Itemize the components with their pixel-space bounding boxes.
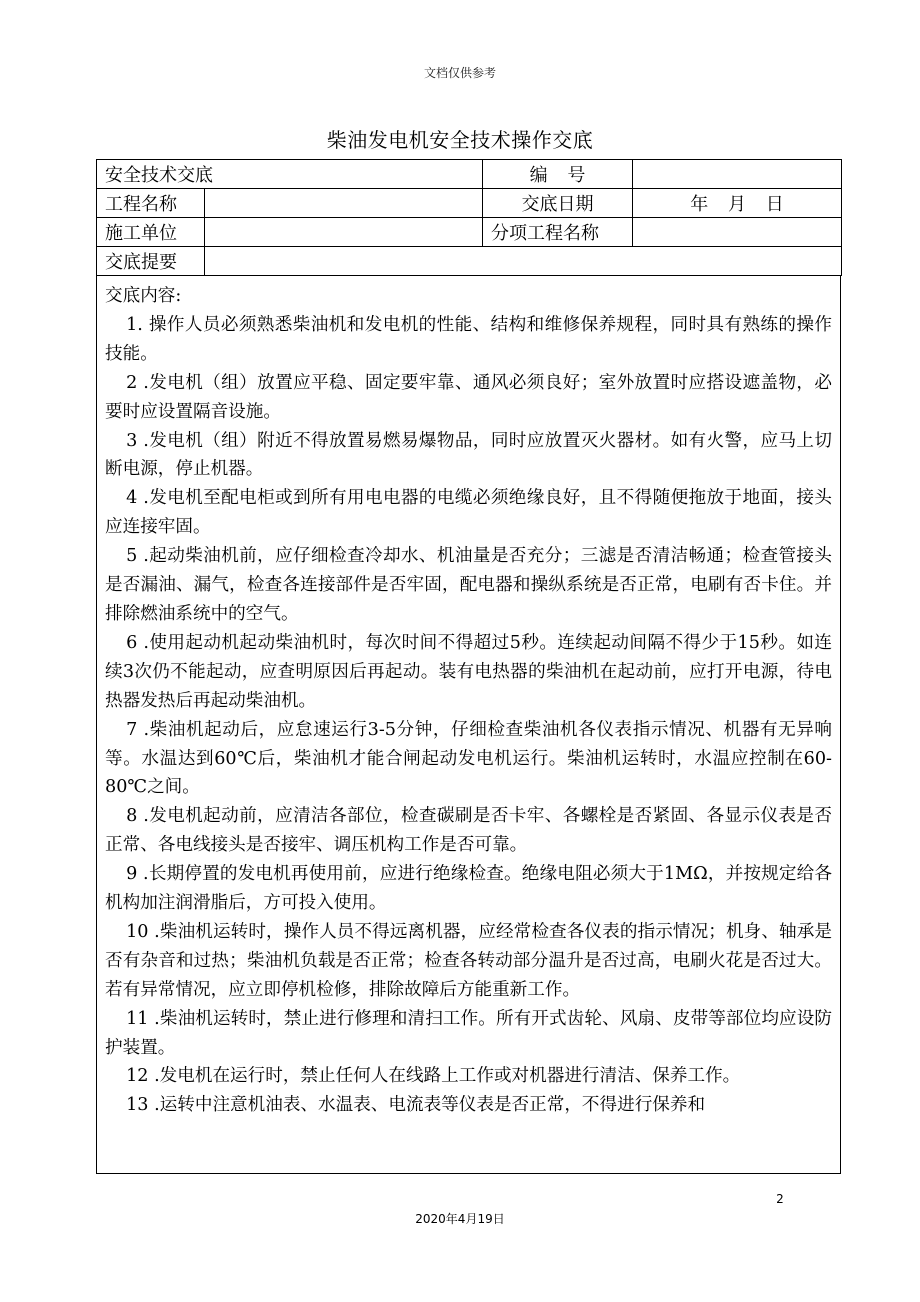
date-value-cell: 年 月 日	[633, 189, 842, 218]
project-name-value-cell	[205, 189, 483, 218]
table-row	[97, 247, 842, 276]
content-item: 1. 操作人员必须熟悉柴油机和发电机的性能、结构和维修保养规程，同时具有熟练的操作技能。	[105, 314, 832, 364]
content-item: 3 .发电机（组）附近不得放置易燃易爆物品，同时应放置灭火器材。如有火警，应马上切断电源，停止机器。	[105, 430, 832, 480]
project-name-label-cell: 工程名称	[97, 189, 205, 218]
number-value-cell	[633, 160, 842, 189]
sub-project-value-cell	[633, 218, 842, 247]
safety-label-cell: 安全技术交底	[97, 160, 483, 189]
info-table	[96, 159, 842, 276]
unit-value-cell	[205, 218, 483, 247]
content-item: 5 .起动柴油机前，应仔细检查冷却水、机油量是否充分；三滤是否清洁畅通；检查管接头是否漏油、漏气，检查各连接部件是否牢固，配电器和操纵系统是否正常，电刷有否卡住。并排除燃油系统中的空气。	[105, 546, 832, 624]
sub-project-label-cell: 分项工程名称	[483, 218, 633, 247]
content-item: 7 .柴油机起动后，应怠速运行3-5分钟，仔细检查柴油机各仪表指示情况、机器有无异响等。水温达到60℃后，柴油机才能合闸起动发电机运行。柴油机运转时，水温应控制在60-80℃之间。	[105, 719, 832, 798]
header-note: 文档仅供参考	[423, 66, 496, 80]
content-item: 8 .发电机起动前，应清洁各部位，检查碳刷是否卡牢、各螺栓是否紧固、各显示仪表是否正常、各电线接头是否接牢、调压机构工作是否可靠。	[105, 806, 832, 856]
page-number: 2	[776, 1192, 784, 1206]
table-row	[97, 160, 842, 189]
summary-label-cell: 交底提要	[97, 247, 205, 276]
unit-label-cell: 施工单位	[97, 218, 205, 247]
content-item: 10 .柴油机运转时，操作人员不得远离机器，应经常检查各仪表的指示情况；机身、轴承是否有杂音和过热；柴油机负载是否正常；检查各转动部分温升是否过高，电刷火花是否过大。若有异常情况，应立即停机检修，排除故障后方能重新工作。	[105, 921, 832, 1000]
content-item: 11 .柴油机运转时，禁止进行修理和清扫工作。所有开式齿轮、风扇、皮带等部位均应设防护装置。	[105, 1008, 832, 1058]
content-item: 9 .长期停置的发电机再使用前，应进行绝缘检查。绝缘电阻必须大于1MΩ，并按规定给各机构加注润滑脂后，方可投入使用。	[105, 864, 832, 914]
content-item: 6 .使用起动机起动柴油机时，每次时间不得超过5秒。连续起动间隔不得少于15秒。如连续3次仍不能起动，应查明原因后再起动。装有电热器的柴油机在起动前，应打开电源，待电热器发热后再起动柴油机。	[105, 632, 832, 711]
footer-date: 2020年4月19日	[415, 1212, 505, 1226]
summary-value-cell	[205, 247, 842, 276]
content-heading: 交底内容:	[105, 286, 182, 306]
table-row	[97, 218, 842, 247]
content-item: 2 .发电机（组）放置应平稳、固定要牢靠、通风必须良好；室外放置时应搭设遮盖物，必要时应设置隔音设施。	[105, 372, 832, 422]
table-row	[97, 189, 842, 218]
content-item: 12 .发电机在运行时，禁止任何人在线路上工作或对机器进行清洁、保养工作。	[126, 1066, 741, 1087]
date-label-cell: 交底日期	[483, 189, 633, 218]
number-label-cell: 编 号	[483, 160, 633, 189]
content-item: 4 .发电机至配电柜或到所有用电电器的电缆必须绝缘良好，且不得随便拖放于地面，接头应连接牢固。	[105, 488, 832, 538]
content-item: 13 .运转中注意机油表、水温表、电流表等仪表是否正常，不得进行保养和	[126, 1095, 706, 1116]
content-section	[96, 276, 841, 1174]
document-title: 柴油发电机安全技术操作交底	[326, 128, 594, 152]
